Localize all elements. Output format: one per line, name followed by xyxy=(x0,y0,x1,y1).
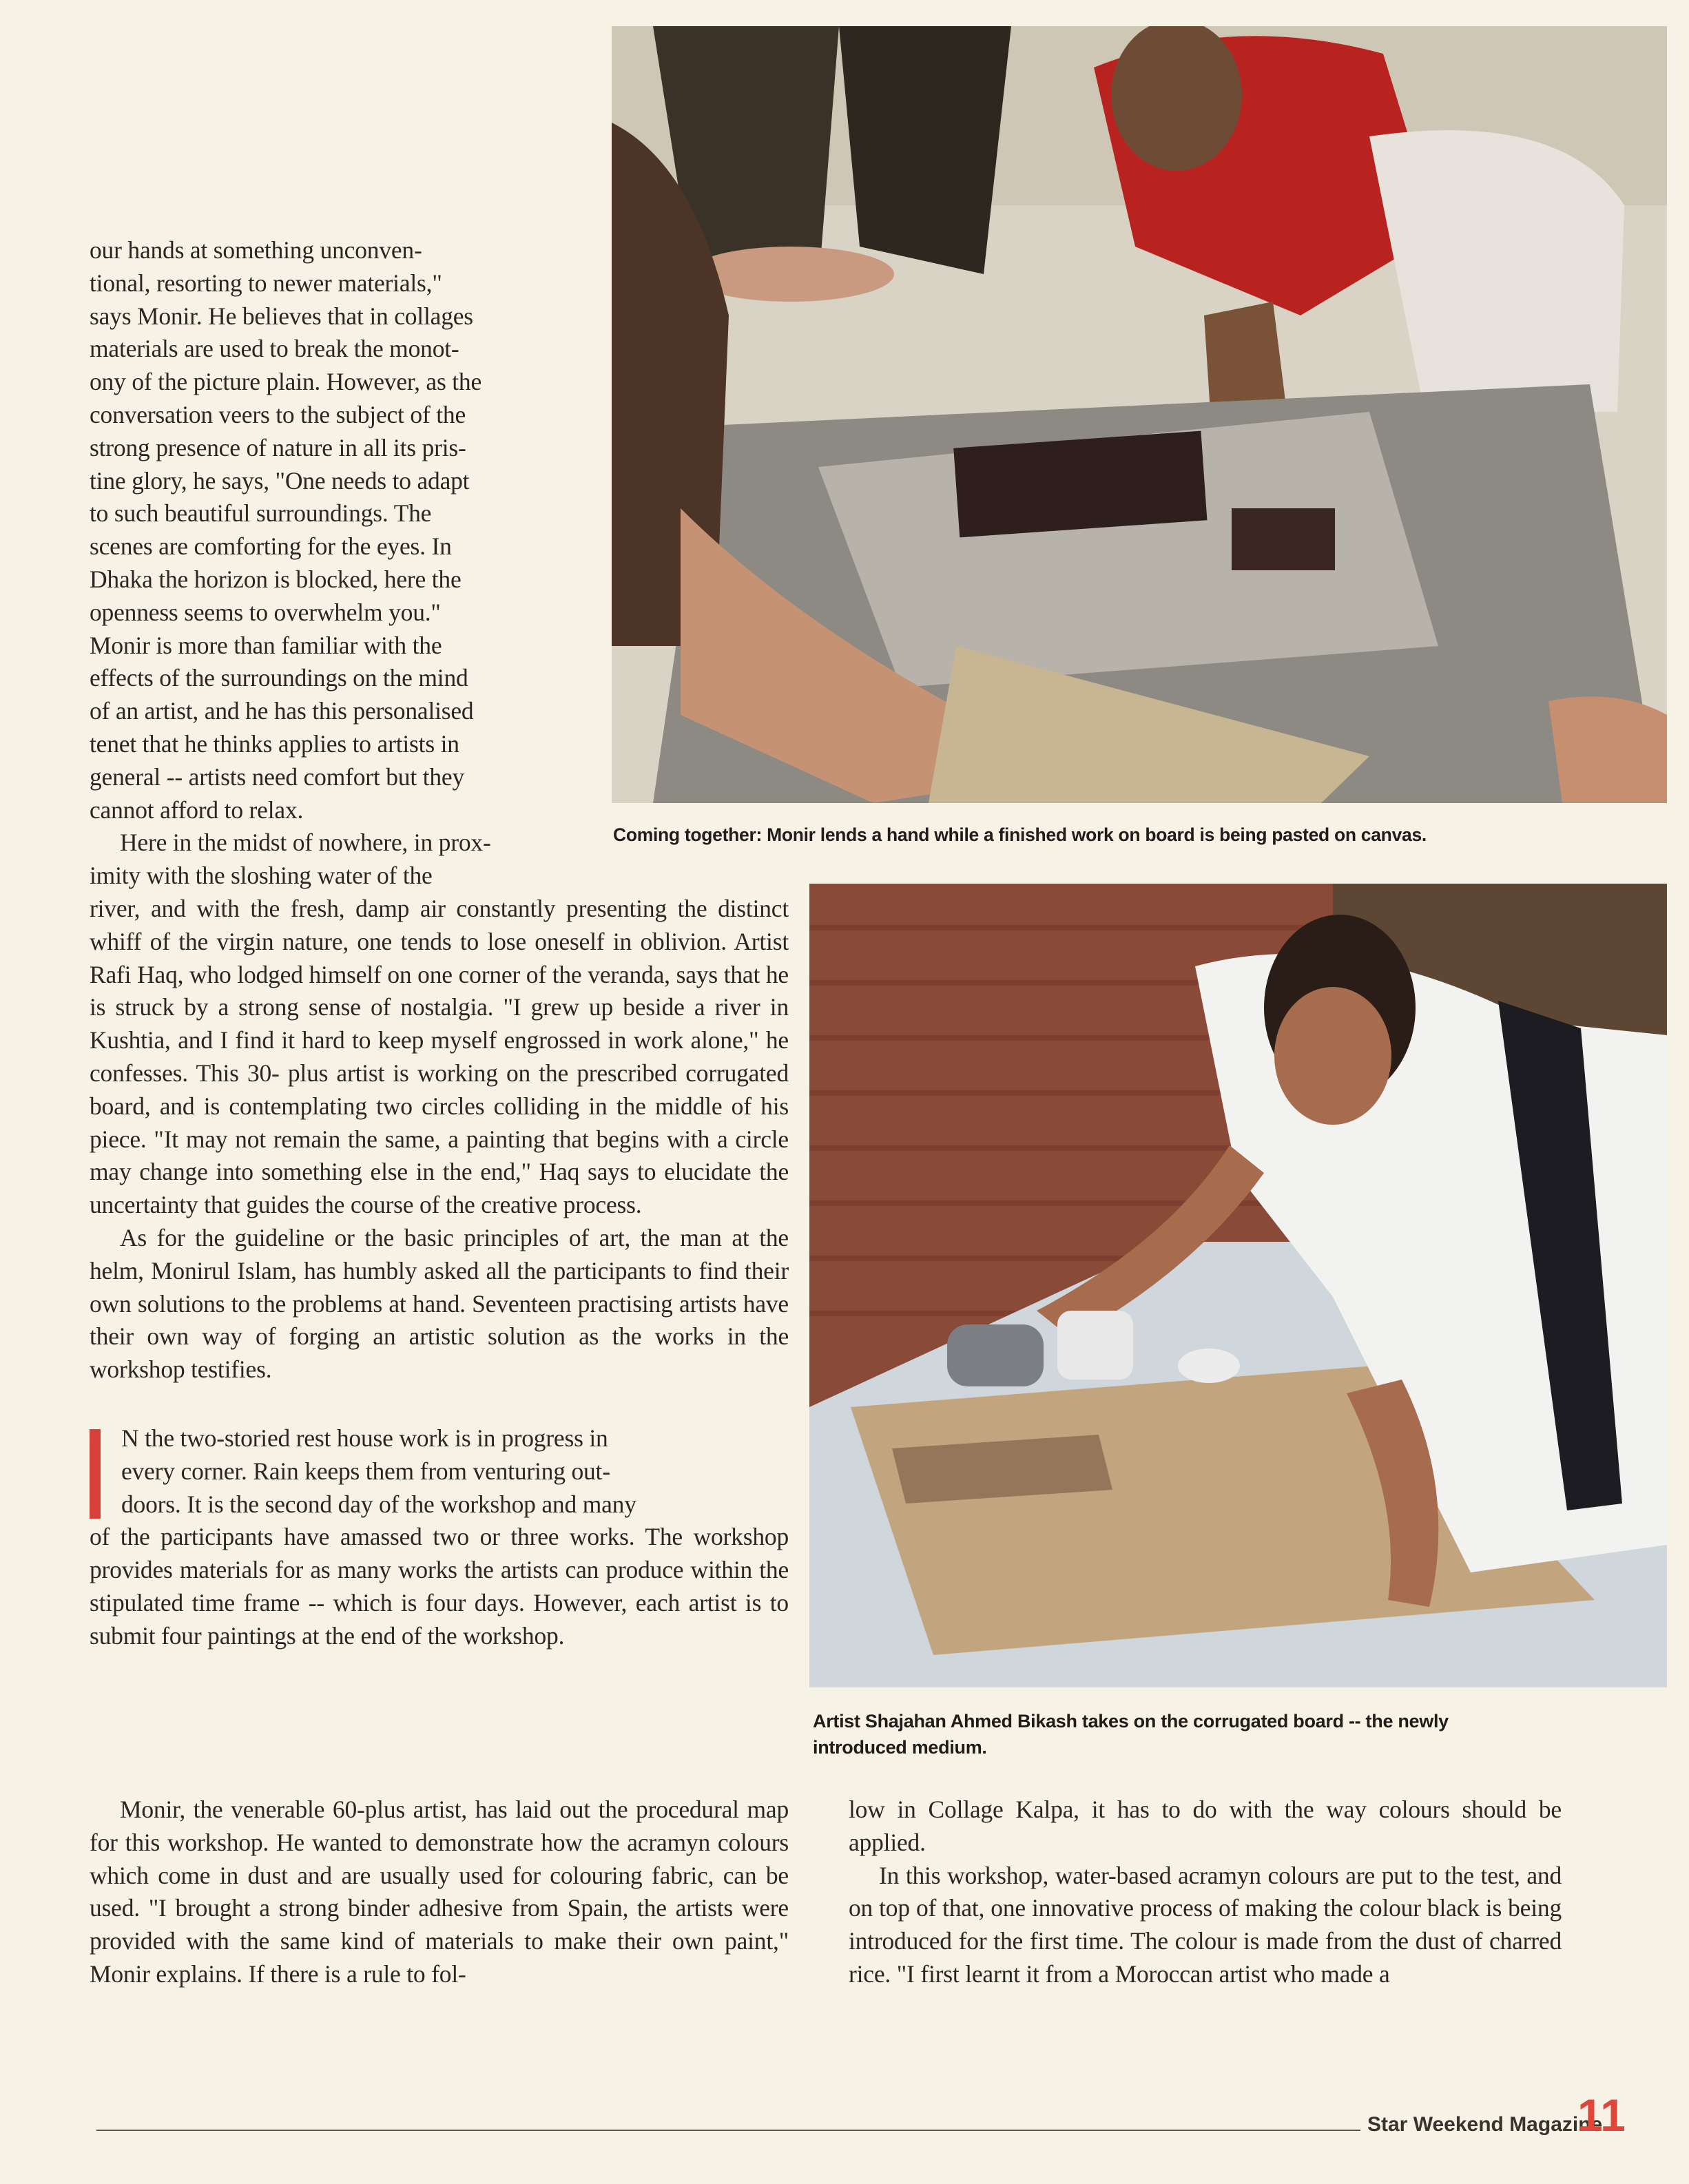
article-column-left-bottom xyxy=(90,1793,789,1991)
article-paragraph-workshop: of the participants have amassed two or three works. The workshop provides materials for as many works the artists can produce within the stipulated time frame -- which is four days. However, each artist is to submit four paintings at the end of the workshop. xyxy=(90,1523,789,1650)
article-line: cannot afford to relax. xyxy=(90,795,304,824)
article-line: effects of the surroundings on the mind xyxy=(90,664,468,692)
photo-artists-pasting-board xyxy=(612,26,1667,803)
page-number: 11 xyxy=(1577,2090,1626,2141)
article-paragraph-right2: In this workshop, water-based acramyn colours are put to the test, and on top of that, one innovative process of making the colour black is being introduced for the first time. The colour is made from the dust of charred rice. "I first learnt it from a Moroccan artist who made a xyxy=(849,1861,1562,1988)
article-line: N the two-storied rest house work is in progress in xyxy=(121,1424,608,1452)
article-line: tenet that he thinks applies to artists in xyxy=(90,729,459,758)
article-line: imity with the sloshing water of the xyxy=(90,862,433,890)
dropcap-red-bar xyxy=(90,1429,101,1519)
article-line: conversation veers to the subject of the xyxy=(90,400,466,428)
article-line: strong presence of nature in all its pris- xyxy=(90,433,466,461)
article-paragraph-guideline: As for the guideline or the basic principles of art, the man at the helm, Monirul Islam, has humbly asked all the participants to find their own solutions to the problems at hand. Seventeen practising artists have their own way of forging an artistic solution as the works in the workshop testifies. xyxy=(90,1223,789,1384)
article-paragraph-river: river, and with the fresh, damp air constantly presenting the distinct whiff of the virgin nature, one tends to lose oneself in oblivion. Artist Rafi Haq, who lodged himself on one corner of the veranda, says that he is struck by a strong sense of nostalgia. "I grew up beside a river in Kushtia, and I find it hard to keep myself engrossed in work alone," he confesses. This 30- plus artist is working on the prescribed corrugated board, and is contemplating two circles colliding in the middle of his piece. "It may not remain the same, a painting that begins with a circle may change into something else in the end," Haq says to elucidate the uncertainty that guides the course of the creative process. xyxy=(90,895,789,1219)
article-line: Dhaka the horizon is blocked, here the xyxy=(90,565,462,593)
photo2-caption-line1: Artist Shajahan Ahmed Bikash takes on the corrugated board -- the newly xyxy=(813,1711,1449,1731)
article-column-left-middle xyxy=(90,893,789,1653)
article-line: general -- artists need comfort but they xyxy=(90,762,465,791)
magazine-name: Star Weekend Magazine xyxy=(1367,2113,1603,2136)
article-line: our hands at something unconven- xyxy=(90,236,422,264)
article-line: scenes are comforting for the eyes. In xyxy=(90,532,452,561)
article-paragraph-right1: low in Collage Kalpa, it has to do with the way colours should be applied. xyxy=(849,1796,1562,1856)
article-line: doors. It is the second day of the workshop and many xyxy=(121,1490,636,1518)
article-dropcap-paragraph xyxy=(90,1422,789,1653)
footer-rule xyxy=(96,2130,1360,2131)
article-column-left-top xyxy=(90,234,589,893)
article-line: ony of the picture plain. However, as the xyxy=(90,368,482,396)
article-line: tional, resorting to newer materials," xyxy=(90,269,442,297)
article-line: Monir is more than familiar with the xyxy=(90,631,442,659)
article-line: says Monir. He believes that in collages xyxy=(90,302,473,330)
article-column-right-bottom xyxy=(849,1793,1562,1991)
article-line: to such beautiful surroundings. The xyxy=(90,499,432,528)
photo-artist-working-corrugated-board xyxy=(809,884,1667,1687)
photo2-caption xyxy=(813,1708,1667,1760)
article-paragraph-monir: Monir, the venerable 60-plus artist, has laid out the procedural map for this workshop. He wanted to demonstrate how the acramyn colours which come in dust and are usually used for colouring fabric, can be used. "I brought a strong binder adhesive from Spain, the artists were provided with the same kind of materials to make their own paint," Monir explains. If there is a rule to fol- xyxy=(90,1796,789,1988)
article-line: Here in the midst of nowhere, in prox- xyxy=(120,829,491,857)
article-line: tine glory, he says, "One needs to adapt xyxy=(90,466,470,495)
article-line: materials are used to break the monot- xyxy=(90,335,459,363)
article-line: openness seems to overwhelm you." xyxy=(90,598,441,626)
photo1-caption: Coming together: Monir lends a hand while a finished work on board is being pasted on canvas. xyxy=(613,824,1427,845)
photo2-caption-line2: introduced medium. xyxy=(813,1737,987,1758)
article-line: of an artist, and he has this personalised xyxy=(90,697,474,725)
article-line: every corner. Rain keeps them from venturing out- xyxy=(121,1457,610,1485)
